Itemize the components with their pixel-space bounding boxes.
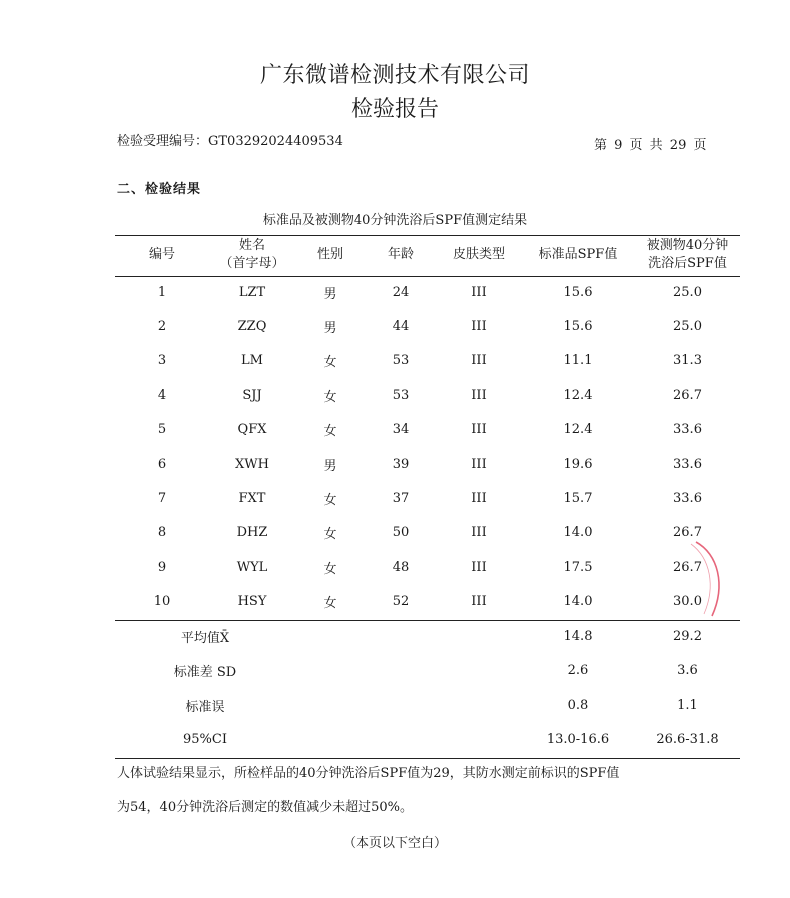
summary-row-sd bbox=[115, 653, 740, 688]
cell-name: LZT bbox=[238, 284, 266, 300]
cell-no: 10 bbox=[153, 594, 171, 610]
summary-row-se bbox=[115, 688, 740, 723]
cell-test: 33.6 bbox=[673, 491, 702, 507]
col-header-test-line2: 洗浴后SPF值 bbox=[648, 256, 727, 271]
cell-skin: III bbox=[471, 491, 487, 507]
cell-name: HSY bbox=[237, 594, 267, 610]
col-header-std: 标准品SPF值 bbox=[538, 247, 618, 262]
cell-name: XWH bbox=[235, 456, 269, 472]
cell-test: 25.0 bbox=[673, 284, 702, 300]
company-name: 广东微谱检测技术有限公司 bbox=[259, 63, 530, 88]
summary-row-ci bbox=[115, 722, 740, 757]
cell-std: 11.1 bbox=[563, 353, 593, 369]
cell-skin: III bbox=[471, 525, 487, 541]
page-indicator: 第 9 页 共 29 页 bbox=[594, 138, 707, 153]
cell-std: 14.0 bbox=[563, 594, 593, 610]
cell-age: 34 bbox=[392, 422, 410, 438]
cell-name: WYL bbox=[236, 559, 268, 575]
cell-name: SJJ bbox=[242, 387, 262, 403]
cell-skin: III bbox=[471, 319, 487, 335]
cell-sex: 男 bbox=[323, 321, 337, 337]
summary-row-mean bbox=[115, 619, 740, 654]
results-table bbox=[115, 235, 740, 757]
summary-test: 26.6-31.8 bbox=[656, 732, 719, 748]
cell-skin: III bbox=[471, 456, 487, 472]
cell-test: 33.6 bbox=[673, 456, 702, 472]
cell-age: 39 bbox=[392, 456, 410, 472]
cell-no: 9 bbox=[157, 559, 167, 575]
col-header-name bbox=[209, 235, 295, 275]
cell-name: LM bbox=[241, 353, 263, 369]
cell-age: 24 bbox=[392, 284, 410, 300]
cell-skin: III bbox=[471, 387, 487, 403]
summary-test: 1.1 bbox=[677, 697, 698, 713]
cell-skin: III bbox=[471, 559, 487, 575]
cell-test: 26.7 bbox=[673, 387, 702, 403]
conclusion-line-1: 人体试验结果显示，所检样品的40分钟洗浴后SPF值为29，其防水测定前标识的SPF值 bbox=[117, 766, 620, 781]
col-header-test-line1: 被测物40分钟 bbox=[646, 238, 729, 253]
cell-skin: III bbox=[471, 594, 487, 610]
summary-label: 平均值X̄ bbox=[180, 630, 230, 646]
cell-name: DHZ bbox=[236, 525, 268, 541]
cell-test: 25.0 bbox=[673, 319, 702, 335]
summary-std: 2.6 bbox=[567, 663, 589, 679]
cell-no: 7 bbox=[157, 491, 167, 507]
cell-no: 3 bbox=[157, 353, 167, 369]
summary-test: 3.6 bbox=[677, 663, 698, 679]
table-row bbox=[115, 481, 740, 515]
cell-sex: 女 bbox=[323, 389, 337, 405]
cell-age: 48 bbox=[392, 559, 410, 575]
col-header-name-line1: 姓名 bbox=[238, 238, 265, 253]
table-row bbox=[115, 344, 740, 378]
col-header-sex: 性别 bbox=[316, 247, 343, 262]
cell-age: 50 bbox=[392, 525, 410, 541]
cell-name: ZZQ bbox=[237, 319, 267, 335]
col-header-name-line2: （首字母） bbox=[219, 256, 285, 271]
section-heading: 二、检验结果 bbox=[117, 182, 202, 197]
cell-sex: 女 bbox=[323, 355, 337, 371]
summary-std: 0.8 bbox=[567, 697, 589, 713]
cell-test: 26.7 bbox=[673, 559, 702, 575]
summary-label: 标准差 SD bbox=[173, 665, 237, 681]
cell-age: 53 bbox=[392, 353, 410, 369]
table-row bbox=[115, 585, 740, 619]
cell-sex: 女 bbox=[323, 561, 337, 577]
cell-no: 5 bbox=[157, 422, 167, 438]
cell-std: 12.4 bbox=[563, 387, 593, 403]
cell-sex: 男 bbox=[323, 286, 337, 302]
col-header-no: 编号 bbox=[148, 247, 175, 262]
cell-no: 6 bbox=[157, 456, 167, 472]
cell-no: 4 bbox=[157, 387, 167, 403]
cell-std: 15.7 bbox=[563, 491, 593, 507]
cell-age: 37 bbox=[392, 491, 410, 507]
cell-sex: 女 bbox=[323, 493, 337, 509]
summary-label: 95%CI bbox=[183, 732, 227, 748]
cell-no: 8 bbox=[157, 525, 167, 541]
acceptance-number: 检验受理编号：GT03292024409534 bbox=[117, 134, 343, 149]
table-row bbox=[115, 309, 740, 343]
table-row bbox=[115, 516, 740, 550]
cell-sex: 男 bbox=[323, 458, 337, 474]
cell-std: 15.6 bbox=[563, 284, 593, 300]
cell-std: 14.0 bbox=[563, 525, 593, 541]
cell-no: 2 bbox=[157, 319, 167, 335]
summary-test: 29.2 bbox=[673, 628, 702, 644]
cell-std: 19.6 bbox=[563, 456, 593, 472]
cell-skin: III bbox=[471, 422, 487, 438]
blank-below-marker: （本页以下空白） bbox=[342, 836, 447, 851]
col-header-age: 年龄 bbox=[387, 247, 414, 262]
col-header-skin: 皮肤类型 bbox=[452, 247, 505, 262]
cell-sex: 女 bbox=[323, 527, 337, 543]
table-header-row bbox=[115, 235, 740, 275]
col-header-test bbox=[635, 235, 740, 275]
cell-std: 17.5 bbox=[563, 559, 593, 575]
summary-std: 13.0-16.6 bbox=[546, 732, 610, 748]
cell-no: 1 bbox=[157, 284, 167, 300]
cell-age: 44 bbox=[392, 319, 410, 335]
summary-label: 标准误 bbox=[185, 699, 225, 715]
cell-age: 52 bbox=[392, 594, 410, 610]
cell-test: 31.3 bbox=[673, 353, 702, 369]
table-row bbox=[115, 275, 740, 309]
table-bottom-rule bbox=[115, 758, 740, 759]
table-row bbox=[115, 447, 740, 481]
table-row bbox=[115, 550, 740, 584]
table-row bbox=[115, 378, 740, 412]
summary-std: 14.8 bbox=[563, 628, 593, 644]
cell-std: 12.4 bbox=[563, 422, 593, 438]
conclusion-line-2: 为54，40分钟洗浴后测定的数值减少未超过50%。 bbox=[117, 800, 413, 815]
cell-test: 33.6 bbox=[673, 422, 702, 438]
cell-age: 53 bbox=[392, 387, 410, 403]
cell-name: FXT bbox=[238, 491, 266, 507]
cell-test: 30.0 bbox=[673, 594, 702, 610]
report-title: 检验报告 bbox=[350, 97, 439, 122]
cell-sex: 女 bbox=[323, 596, 337, 612]
cell-test: 26.7 bbox=[673, 525, 702, 541]
table-caption: 标准品及被测物40分钟洗浴后SPF值测定结果 bbox=[262, 213, 528, 228]
table-row bbox=[115, 413, 740, 447]
cell-std: 15.6 bbox=[563, 319, 593, 335]
cell-skin: III bbox=[471, 353, 487, 369]
cell-skin: III bbox=[471, 284, 487, 300]
cell-sex: 女 bbox=[323, 424, 337, 440]
cell-name: QFX bbox=[237, 422, 267, 438]
